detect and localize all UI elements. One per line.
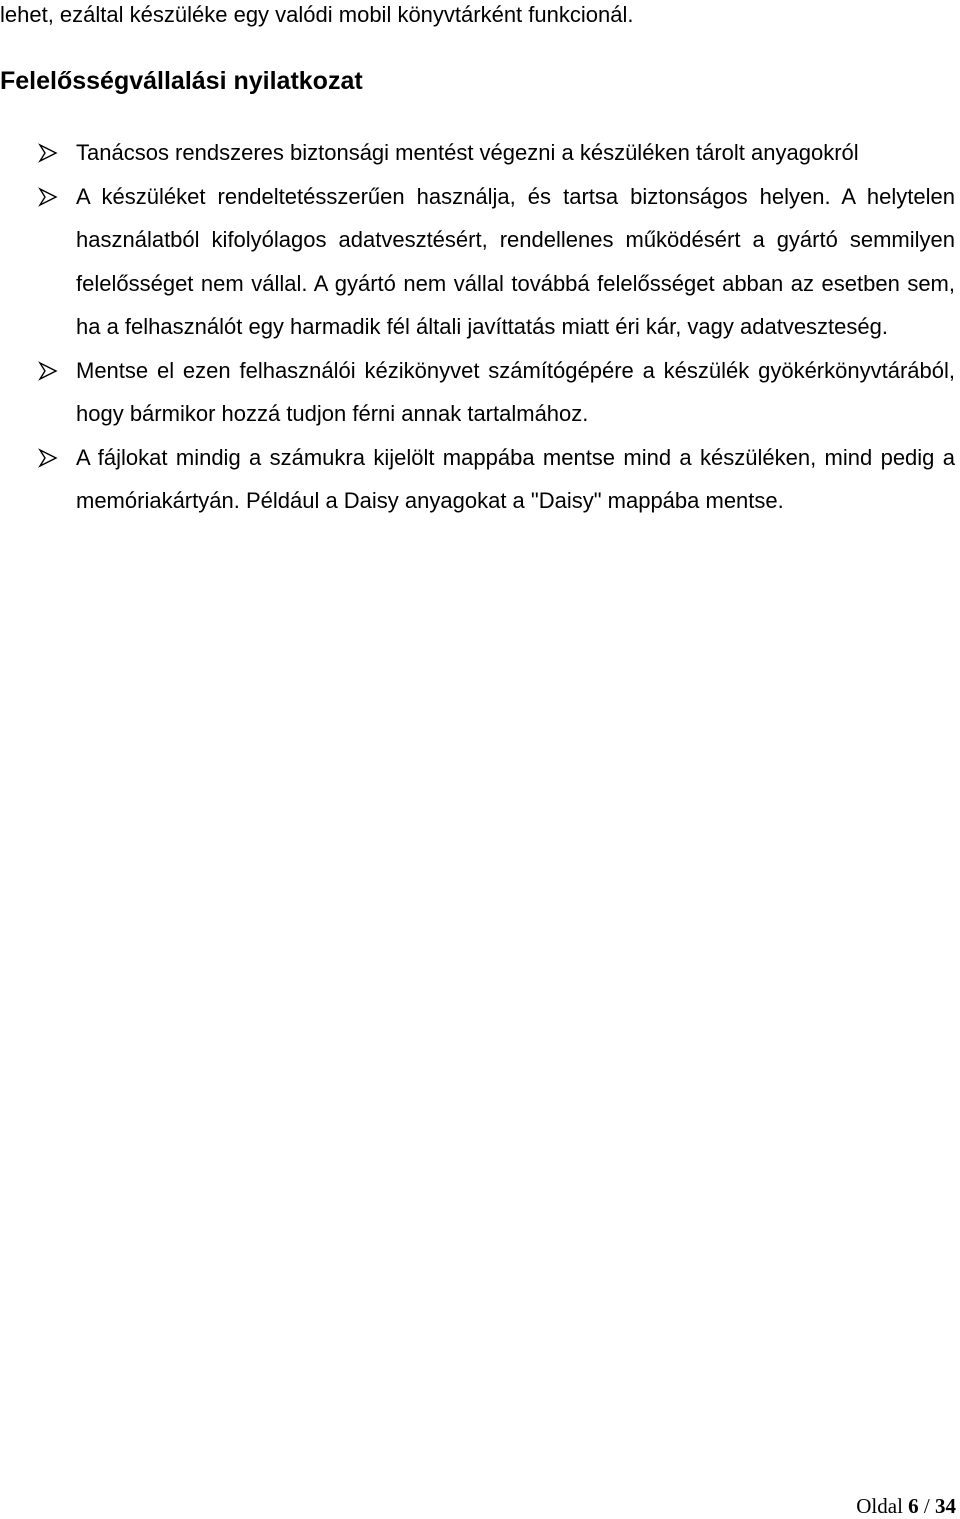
arrowhead-bullet-icon [38,143,58,163]
intro-text: lehet, ezáltal készüléke egy valódi mobil könyvtárként funkcionál. [0,2,634,27]
page-separator: / [923,1494,930,1518]
section-heading: Felelősségvállalási nyilatkozat [0,67,363,95]
list-item-text: A készüléket rendeltetésszerűen használja, és tartsa biztonságos helyen. A helytelen használatból kifolyólagos adatvesztésért, rendellenes működésért a gyártó semmilyen felelősséget nem vállal. A gyártó nem vállal továbbá felelősséget abban az esetben sem, ha a felhasználót egy harmadik fél általi javíttatás miatt éri kár, vagy adatveszteség. [76,183,955,339]
list-item-text: A fájlokat mindig a számukra kijelölt mappába mentse mind a készüléken, mind pedig a memóriakártyán. Például a Daisy anyagokat a "Daisy" mappába mentse. [76,444,955,513]
arrowhead-bullet-icon [38,448,58,468]
arrowhead-bullet-icon [38,187,58,207]
current-page-number: 6 [908,1494,919,1518]
page-footer [856,1494,956,1518]
bullet-list [38,131,955,523]
list-item [38,436,955,523]
total-page-count: 34 [935,1494,956,1518]
list-item-text: Tanácsos rendszeres biztonsági mentést végezni a készüléken tárolt anyagokról [76,140,859,165]
page-label: Oldal [856,1494,903,1518]
list-item [38,131,955,175]
list-item-text: Mentse el ezen felhasználói kézikönyvet számítógépére a készülék gyökérkönyvtárából, hogy bármikor hozzá tudjon férni annak tartalmához. [76,357,955,426]
arrowhead-bullet-icon [38,361,58,381]
list-item [38,349,955,436]
list-item [38,175,955,349]
